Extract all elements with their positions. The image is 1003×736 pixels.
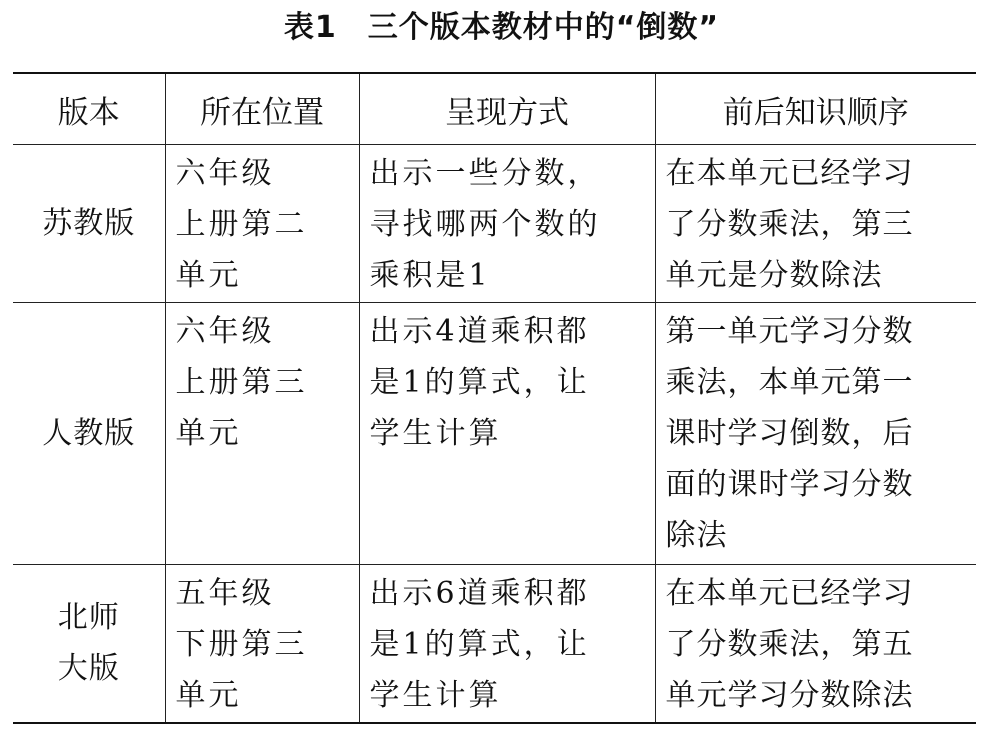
header-sequence: 前后知识顺序 xyxy=(655,73,976,145)
cell-presentation xyxy=(359,303,655,565)
cell-line: 第一单元学习分数 xyxy=(665,314,914,349)
cell-line: 大版 xyxy=(57,651,120,687)
cell-line: 单元学习分数除法 xyxy=(665,678,914,713)
cell-line: 出示一些分数， xyxy=(369,156,601,191)
cell-line: 是1的算式，让 xyxy=(369,627,590,662)
cell-edition xyxy=(13,303,165,565)
cell-line: 在本单元已经学习 xyxy=(665,156,914,191)
cell-line: 单元 xyxy=(175,678,242,713)
textbook-comparison-table xyxy=(13,72,976,724)
cell-line: 上册第三 xyxy=(175,365,308,400)
cell-line: 乘积是1 xyxy=(369,258,491,293)
cell-line: 学生计算 xyxy=(369,678,502,713)
cell-sequence xyxy=(655,145,976,303)
header-position: 所在位置 xyxy=(165,73,359,145)
cell-line: 苏教版 xyxy=(42,206,136,241)
cell-position xyxy=(165,303,359,565)
cell-line: 乘法，本单元第一 xyxy=(665,365,914,400)
cell-line: 是1的算式，让 xyxy=(369,365,590,400)
cell-line: 六年级 xyxy=(175,314,275,349)
header-edition: 版本 xyxy=(13,73,165,145)
cell-line: 了分数乘法，第五 xyxy=(665,627,914,662)
cell-sequence xyxy=(655,565,976,723)
table-row xyxy=(13,303,976,565)
cell-sequence xyxy=(655,303,976,565)
cell-line: 了分数乘法，第三 xyxy=(665,207,914,242)
cell-line: 课时学习倒数，后 xyxy=(665,416,914,451)
cell-presentation xyxy=(359,565,655,723)
cell-position xyxy=(165,565,359,723)
cell-line: 人教版 xyxy=(42,416,136,451)
table-row xyxy=(13,145,976,303)
table-caption: 表1 三个版本教材中的“倒数” xyxy=(283,10,720,45)
cell-line: 单元是分数除法 xyxy=(665,258,883,293)
header-presentation: 呈现方式 xyxy=(359,73,655,145)
table-row xyxy=(13,565,976,723)
table-header-row xyxy=(13,73,976,145)
cell-line: 单元 xyxy=(175,416,242,451)
cell-line: 下册第三 xyxy=(175,627,308,662)
cell-edition xyxy=(13,145,165,303)
cell-line: 单元 xyxy=(175,258,242,293)
cell-line: 面的课时学习分数 xyxy=(665,467,914,502)
cell-line: 上册第二 xyxy=(175,207,308,242)
cell-line: 出示6道乘积都 xyxy=(369,576,590,611)
cell-edition xyxy=(13,565,165,723)
cell-presentation xyxy=(359,145,655,303)
cell-line: 五年级 xyxy=(175,576,275,611)
cell-line: 学生计算 xyxy=(369,416,502,451)
cell-line: 六年级 xyxy=(175,156,275,191)
cell-line: 除法 xyxy=(665,518,728,553)
cell-line: 出示4道乘积都 xyxy=(369,314,590,349)
cell-line: 寻找哪两个数的 xyxy=(369,207,601,242)
cell-position xyxy=(165,145,359,303)
cell-line: 在本单元已经学习 xyxy=(665,576,914,611)
cell-line: 北师 xyxy=(57,600,120,636)
